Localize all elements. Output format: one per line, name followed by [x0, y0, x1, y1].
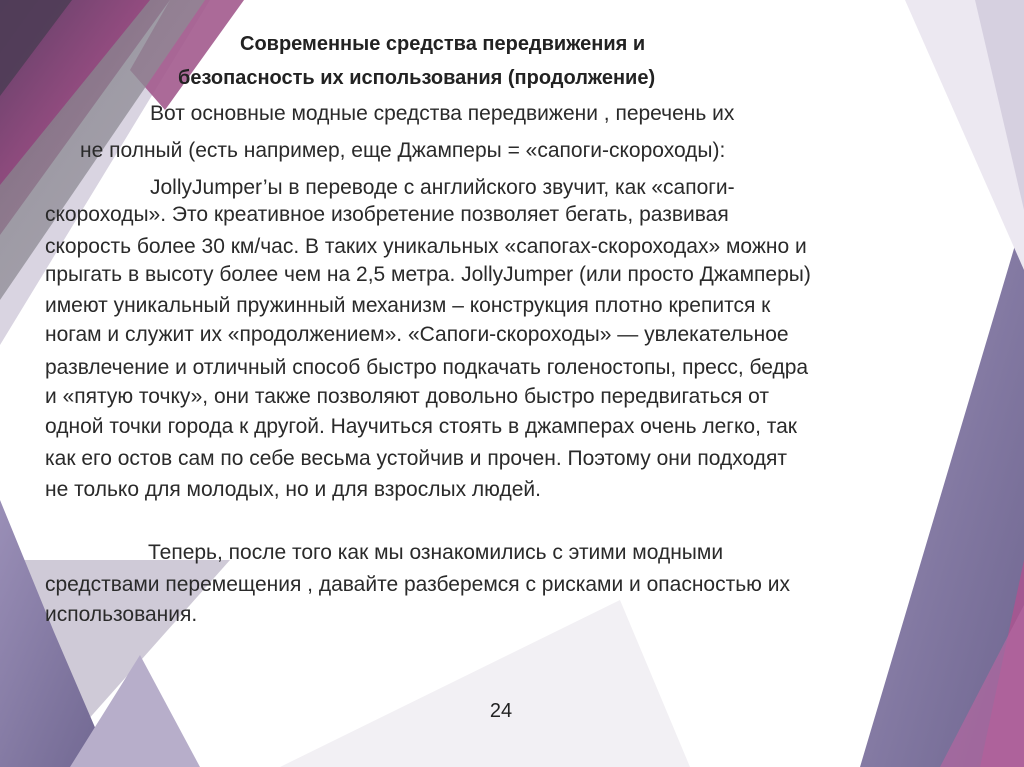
body-line-5: имеют уникальный пружинный механизм – конструкция плотно крепится к [45, 294, 771, 317]
closing-line-3: использования. [45, 603, 198, 626]
body-line-1: JollyJumper’ы в переводе с английского звучит, как «сапоги- [150, 176, 735, 199]
closing-line-2: средствами перемещения , давайте разберемся с рисками и опасностью их [45, 573, 790, 596]
body-line-11: не только для молодых, но и для взрослых людей. [45, 478, 541, 501]
intro-line-1: Вот основные модные средства передвижени , перечень их [150, 102, 735, 125]
body-line-2: скороходы». Это креативное изобретение позволяет бегать, развивая [45, 203, 729, 226]
intro-line-2: не полный (есть например, еще Джамперы = «сапоги-скороходы): [80, 139, 726, 162]
body-line-7: развлечение и отличный способ быстро подкачать голеностопы, пресс, бедра [45, 356, 809, 379]
body-line-4: прыгать в высоту более чем на 2,5 метра. JollyJumper (или просто Джамперы) [45, 263, 811, 286]
page-number: 24 [489, 700, 513, 722]
slide-title-line-2: безопасность их использования (продолжение) [178, 67, 656, 89]
slide-title-line-1: Современные средства передвижения и [240, 33, 646, 55]
body-line-6: ногам и служит их «продолжением». «Сапоги-скороходы» — увлекательное [45, 323, 789, 346]
body-line-10: как его остов сам по себе весьма устойчив и прочен. Поэтому они подходят [45, 447, 787, 470]
body-line-3: скорость более 30 км/час. В таких уникальных «сапогах-скороходах» можно и [45, 235, 807, 258]
closing-line-1: Теперь, после того как мы ознакомились с этими модными [148, 541, 724, 564]
body-line-8: и «пятую точку», они также позволяют довольно быстро передвигаться от [45, 385, 769, 408]
body-line-9: одной точки города к другой. Научиться стоять в джамперах очень легко, так [45, 415, 797, 438]
